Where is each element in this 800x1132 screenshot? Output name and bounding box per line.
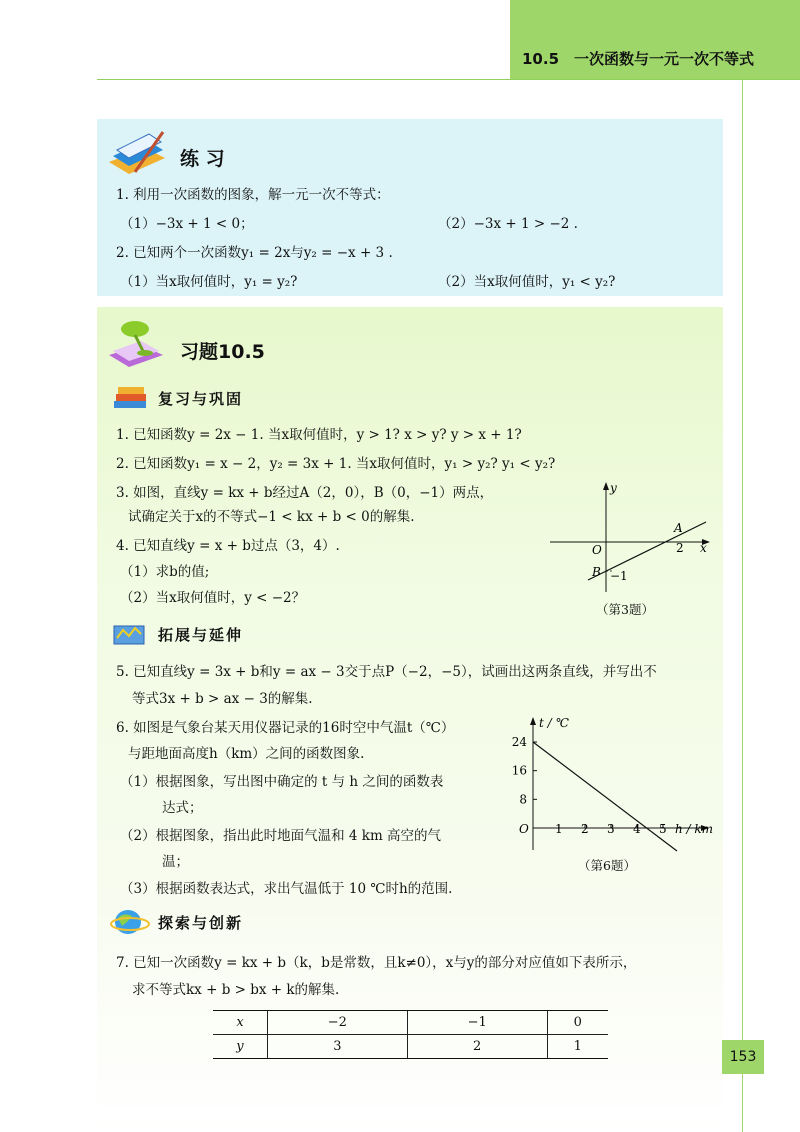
fig6-y-tick-label: 8	[519, 792, 527, 807]
lamp-book-icon	[105, 315, 167, 371]
practice-q1-a: （1）−3x + 1 < 0；	[120, 216, 254, 232]
table-cell: x	[213, 1011, 267, 1035]
review-q4-a: （1）求b的值;	[120, 564, 210, 580]
figure-q6-caption: （第6题）	[578, 858, 636, 873]
practice-q2-b: （2）当x取何值时，y₁ < y₂?	[438, 274, 616, 290]
practice-heading: 练 习	[180, 148, 225, 170]
review-q1: 1. 已知函数y = 2x − 1. 当x取何值时，y > 1? x > y? y > x + 1?	[116, 427, 522, 443]
extend-title: 拓展与延伸	[158, 626, 244, 644]
review-q3-line2: 试确定关于x的不等式−1 < kx + b < 0的解集.	[128, 509, 415, 525]
table-cell: 2	[407, 1035, 547, 1059]
extend-q6-line2: 与距地面高度h（km）之间的函数图象.	[128, 746, 365, 762]
fig3-origin: O	[592, 543, 602, 557]
fig6-x-label: h / km	[675, 822, 714, 836]
review-title: 复习与巩固	[158, 390, 244, 408]
figure-q3-caption: （第3题）	[596, 602, 654, 617]
fig3-point-a: A	[674, 521, 683, 535]
table-cell: 1	[547, 1035, 608, 1059]
table-row	[213, 1011, 608, 1035]
fig6-origin: O	[519, 822, 529, 836]
right-margin-rail	[742, 80, 743, 1132]
page-header-title: 10.5 一次函数与一元一次不等式	[522, 50, 755, 68]
page-number: 153	[722, 1040, 764, 1074]
globe-icon	[110, 906, 152, 938]
extend-q6-b-line1: （2）根据图象，指出此时地面气温和 4 km 高空的气	[120, 828, 442, 844]
extend-q6-a-line2: 达式；	[162, 800, 203, 816]
extend-q6-c: （3）根据函数表达式，求出气温低于 10 ℃时h的范围.	[120, 881, 453, 897]
table-cell: −2	[267, 1011, 407, 1035]
header-rule	[97, 79, 800, 80]
extend-q6-b-line2: 温；	[162, 854, 189, 870]
extend-q6-a-line1: （1）根据图象，写出图中确定的 t 与 h 之间的函数表	[120, 774, 444, 790]
practice-q1-b: （2）−3x + 1 > −2 .	[438, 216, 578, 232]
figure-q3-graph	[540, 470, 730, 600]
fig6-y-tick-label: 16	[511, 763, 527, 778]
table-cell: y	[213, 1035, 267, 1059]
fig6-y-label: t / ℃	[539, 716, 569, 730]
fig6-x-tick-label: 4	[633, 822, 641, 836]
review-q3-line1: 3. 如图，直线y = kx + b经过A（2，0），B（0，−1）两点，	[116, 485, 494, 501]
table-cell: −1	[407, 1011, 547, 1035]
fig3-tick-2: 2	[676, 541, 684, 555]
practice-q2: 2. 已知两个一次函数y₁ = 2x与y₂ = −x + 3 .	[116, 245, 393, 261]
extend-q6-line1: 6. 如图是气象台某天用仪器记录的16时空中气温t（℃）	[116, 720, 455, 736]
review-q4-b: （2）当x取何值时，y < −2？	[120, 590, 306, 606]
exercises-heading: 习题10.5	[180, 341, 265, 363]
table-cell: 0	[547, 1011, 608, 1035]
stacked-books-icon	[110, 383, 152, 411]
explore-title: 探索与创新	[158, 914, 244, 932]
fig6-x-tick-label: 2	[581, 822, 589, 836]
xy-value-table	[213, 1010, 608, 1059]
explore-q7-line1: 7. 已知一次函数y = kx + b（k，b是常数，且k≠0），x与y的部分对应值如下表所示，	[116, 955, 637, 971]
fig3-y-label: y	[610, 481, 617, 495]
fig3-tick-neg1: −1	[610, 569, 628, 583]
figure-q6-graph	[505, 705, 730, 860]
fig6-y-tick-label: 24	[511, 735, 527, 749]
review-q4: 4. 已知直线y = x + b过点（3，4）.	[116, 538, 340, 554]
table-cell: 3	[267, 1035, 407, 1059]
extend-q5-line1: 5. 已知直线y = 3x + b和y = ax − 3交于点P（−2，−5），试画出这两条直线，并写出不	[116, 664, 657, 680]
fig3-x-label: x	[700, 541, 707, 555]
fig6-x-tick-label: 3	[607, 822, 615, 836]
review-q2: 2. 已知函数y₁ = x − 2，y₂ = 3x + 1. 当x取何值时，y₁ > y₂? y₁ < y₂?	[116, 456, 556, 472]
extend-q5-line2: 等式3x + b > ax − 3的解集.	[132, 691, 313, 707]
fig3-point-b: B	[592, 565, 601, 579]
explore-q7-line2: 求不等式kx + b > bx + k的解集.	[132, 982, 340, 998]
fig6-x-tick-label: 5	[659, 822, 667, 836]
books-icon	[105, 128, 169, 178]
practice-q1: 1. 利用一次函数的图象，解一元一次不等式：	[116, 187, 390, 203]
table-row	[213, 1035, 608, 1059]
fig6-x-tick-label: 1	[555, 822, 563, 836]
practice-q2-a: （1）当x取何值时，y₁ = y₂?	[120, 274, 298, 290]
extend-pencil-icon	[110, 622, 150, 648]
